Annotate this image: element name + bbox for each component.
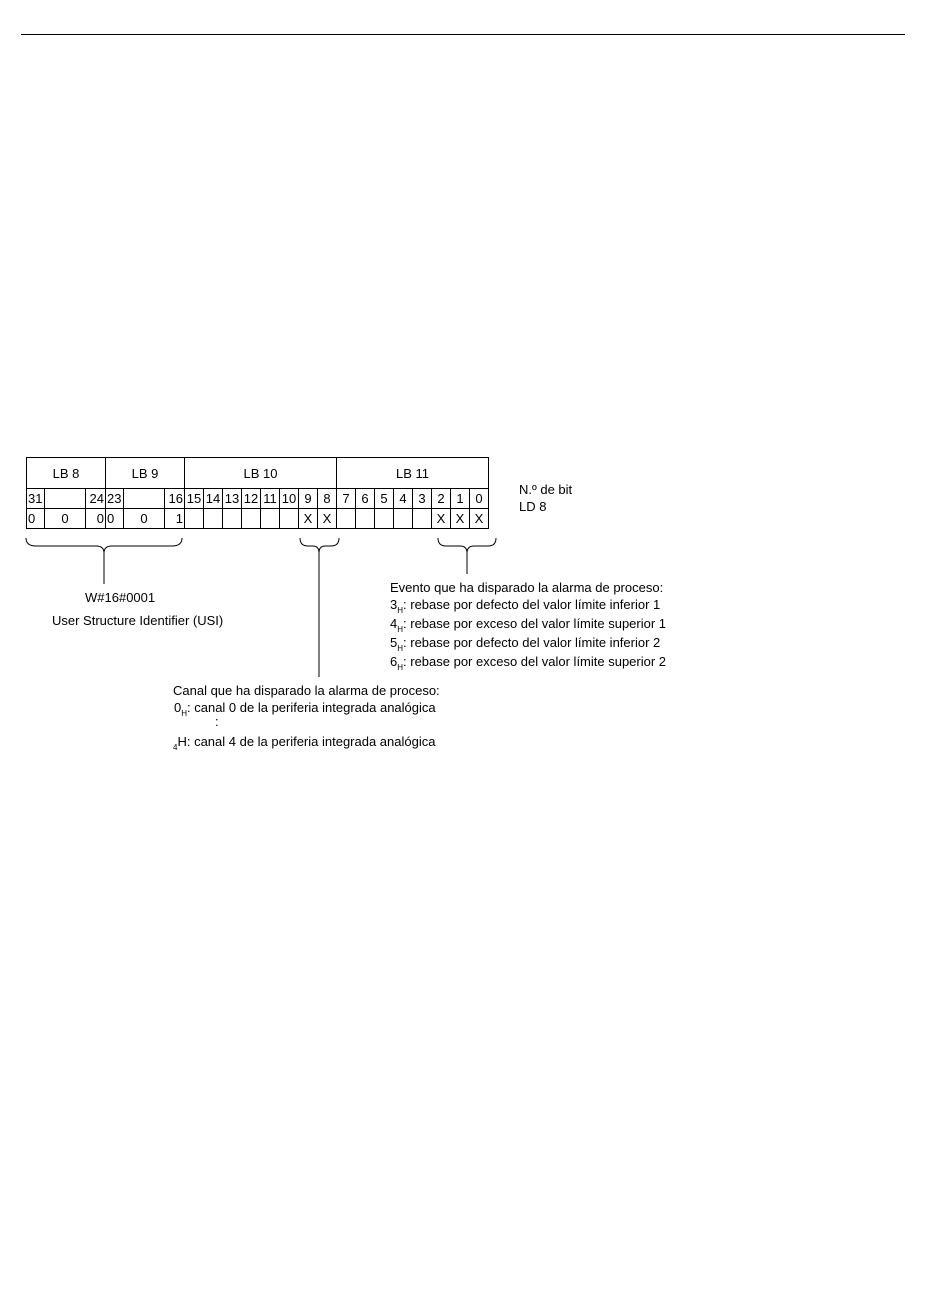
value-cell: X bbox=[318, 509, 337, 529]
bit-number-label: N.º de bit bbox=[519, 482, 573, 497]
value-cell: 0 bbox=[27, 509, 45, 529]
bit-cell: 23 bbox=[106, 489, 124, 509]
bit-cell: 12 bbox=[242, 489, 261, 509]
value-cell: 1 bbox=[165, 509, 185, 529]
bit-cell: 4 bbox=[394, 489, 413, 509]
value-cell: X bbox=[451, 509, 470, 529]
byte-lb9: LB 9 bbox=[106, 458, 185, 489]
event-text: : rebase por exceso del valor límite superior 2 bbox=[403, 654, 667, 669]
bit-cell: 10 bbox=[280, 489, 299, 509]
value-cell: 0 bbox=[106, 509, 124, 529]
bit-cell: 7 bbox=[337, 489, 356, 509]
event-text: : rebase por defecto del valor límite inferior 2 bbox=[403, 635, 661, 650]
bit-cell: 24 bbox=[86, 489, 106, 509]
channel-last bbox=[173, 733, 435, 752]
event-item bbox=[390, 615, 666, 634]
bit-cell: 11 bbox=[261, 489, 280, 509]
bit-cell: 1 bbox=[451, 489, 470, 509]
channel-title: Canal que ha disparado la alarma de proceso: bbox=[173, 683, 440, 698]
event-code-sub: H bbox=[397, 625, 404, 634]
brace-usi bbox=[26, 538, 182, 553]
usi-value: W#16#0001 bbox=[85, 590, 156, 605]
event-code: 3 bbox=[390, 597, 398, 612]
bit-cell: 2 bbox=[432, 489, 451, 509]
value-cell: X bbox=[470, 509, 489, 529]
event-code-sub: H bbox=[397, 663, 404, 672]
byte-lb10: LB 10 bbox=[185, 458, 337, 489]
value-cell: 0 bbox=[86, 509, 106, 529]
bit-cell: 15 bbox=[185, 489, 204, 509]
brace-channel bbox=[300, 538, 339, 553]
bit-cell: 0 bbox=[470, 489, 489, 509]
event-item bbox=[390, 634, 666, 653]
ld-label: LD 8 bbox=[519, 499, 547, 514]
bit-cell: 3 bbox=[413, 489, 432, 509]
channel-first bbox=[174, 699, 436, 718]
bit-cell: 5 bbox=[375, 489, 394, 509]
bit-cell: 13 bbox=[223, 489, 242, 509]
usi-label: User Structure Identifier (USI) bbox=[52, 613, 224, 628]
byte-lb8: LB 8 bbox=[27, 458, 106, 489]
bit-cell: 16 bbox=[165, 489, 185, 509]
byte-lb11: LB 11 bbox=[337, 458, 489, 489]
channel-text: : canal 0 de la periferia integrada analógica bbox=[187, 700, 436, 715]
channel-code: 0 bbox=[174, 700, 182, 715]
event-code: 6 bbox=[390, 654, 398, 669]
event-code: 4 bbox=[390, 616, 398, 631]
event-code-sub: H bbox=[397, 644, 404, 653]
event-code-sub: H bbox=[397, 606, 404, 615]
event-title: Evento que ha disparado la alarma de proceso: bbox=[390, 580, 664, 595]
brace-event bbox=[438, 538, 496, 553]
value-cell: X bbox=[299, 509, 318, 529]
channel-ellipsis: : bbox=[215, 714, 219, 729]
bit-cell: 6 bbox=[356, 489, 375, 509]
channel-code-sub: 4 bbox=[173, 743, 178, 752]
bit-cell: 31 bbox=[27, 489, 45, 509]
bit-cell: 8 bbox=[318, 489, 337, 509]
bit-cell: 9 bbox=[299, 489, 318, 509]
value-cell: X bbox=[432, 509, 451, 529]
value-cell: 0 bbox=[124, 509, 165, 529]
value-cell: 0 bbox=[45, 509, 86, 529]
channel-text: : canal 4 de la periferia integrada analógica bbox=[186, 734, 436, 749]
event-text: : rebase por defecto del valor límite inferior 1 bbox=[403, 597, 661, 612]
event-text: : rebase por exceso del valor límite superior 1 bbox=[403, 616, 667, 631]
event-code: 5 bbox=[390, 635, 398, 650]
event-item bbox=[390, 596, 666, 615]
bit-cell: 14 bbox=[204, 489, 223, 509]
event-block bbox=[390, 579, 666, 672]
channel-code: H bbox=[177, 734, 187, 749]
event-item bbox=[390, 653, 666, 672]
channel-code-sub: H bbox=[181, 709, 188, 718]
